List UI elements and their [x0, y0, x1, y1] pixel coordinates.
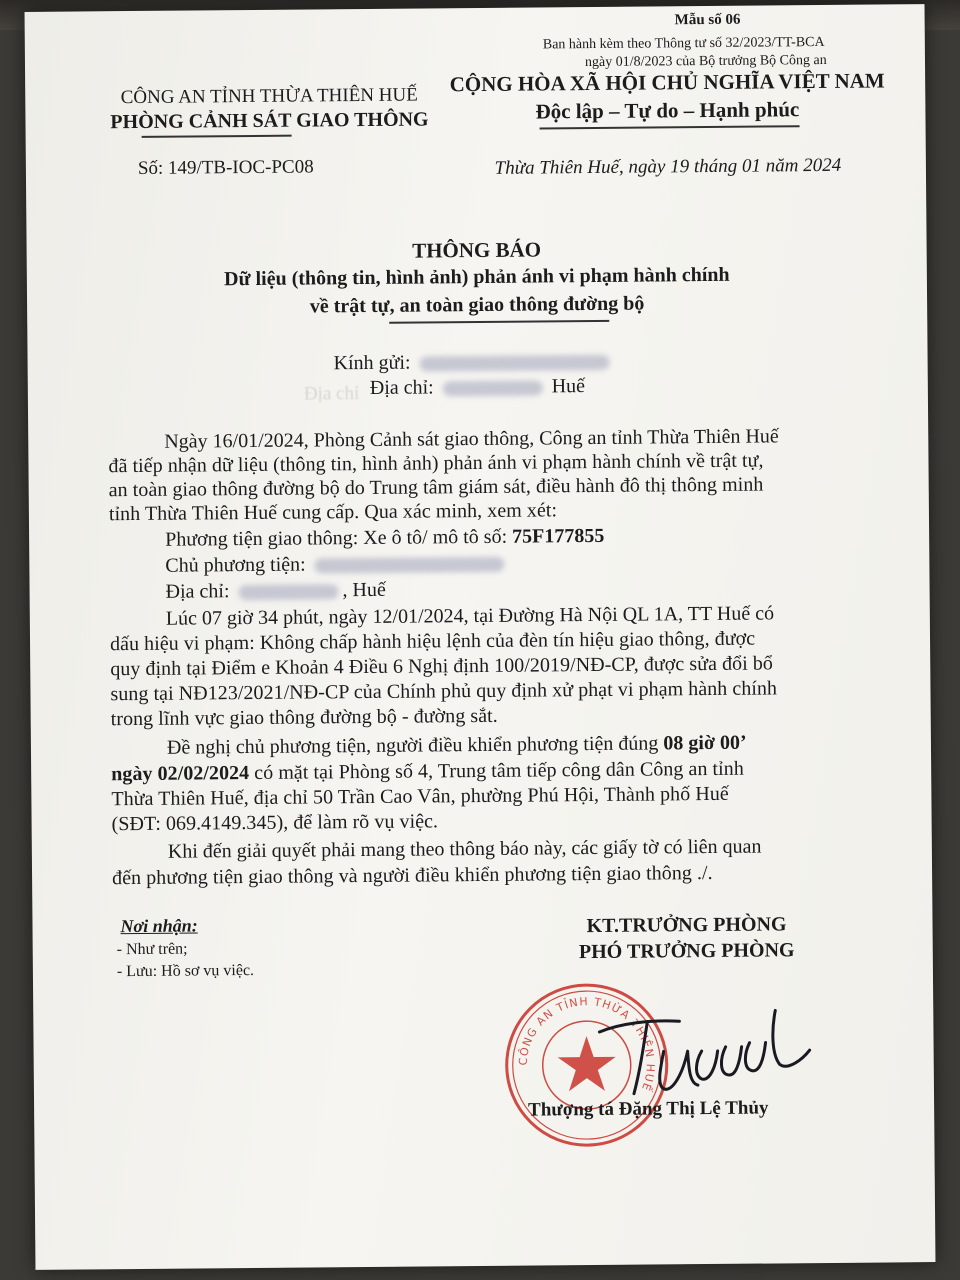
owner-address-label: Địa chỉ:	[165, 580, 230, 603]
agency-name: PHÒNG CẢNH SÁT GIAO THÔNG	[110, 108, 429, 134]
p2-line-3: quy định tại Điểm e Khoản 4 Điều 6 Nghị định 100/2019/NĐ-CP, được sửa đổi bổ	[110, 652, 774, 681]
place-date: Thừa Thiên Huế, ngày 19 tháng 01 năm 2024	[494, 154, 842, 179]
p4-line-2: đến phương tiện giao thông và người điều khiển phương tiện giao thông ./.	[111, 861, 713, 890]
owner-address-line	[165, 579, 385, 604]
p3-line-1	[167, 732, 747, 760]
p3-time: 08 giờ 00’	[663, 731, 747, 755]
p1-line-1: Ngày 16/01/2024, Phòng Cảnh sát giao thông, Công an tỉnh Thừa Thiên Huế	[164, 425, 779, 453]
sign-title-2: PHÓ TRƯỞNG PHÒNG	[578, 939, 795, 964]
agency-parent: CÔNG AN TỈNH THỪA THIÊN HUẾ	[120, 84, 418, 109]
p3-rest: có mặt tại Phòng số 4, Trung tâm tiếp công dân Công an tỉnh	[254, 757, 744, 784]
recipient-address-label: Địa chỉ:	[369, 376, 434, 399]
subtitle-underline	[389, 320, 609, 323]
p3-line-4: (SĐT: 069.4149.345), để làm rõ vụ việc.	[111, 810, 439, 836]
p3-line-2	[111, 758, 744, 787]
show-through-address: Địa chỉ	[303, 383, 360, 405]
p4-line-1: Khi đến giải quyết phải mang theo thông báo này, các giấy tờ có liên quan	[167, 835, 762, 863]
p1-line-4: tỉnh Thừa Thiên Huế cung cấp. Qua xác minh, xem xét:	[108, 499, 558, 526]
recipient-line	[334, 350, 614, 375]
recipient-address-line	[370, 375, 585, 400]
motto-underline	[540, 125, 800, 129]
notice-subtitle-1: Dữ liệu (thông tin, hình ảnh) phản ánh vi phạm hành chính	[223, 263, 730, 291]
document-page	[25, 4, 936, 1270]
form-number: Mẫu số 06	[674, 11, 741, 29]
notice-subtitle-2: về trật tự, an toàn giao thông đường bộ	[309, 292, 645, 318]
p1-line-2: đã tiếp nhận dữ liệu (thông tin, hình ảnh) phản ánh vi phạm hành chính về trật tự,	[108, 449, 764, 478]
recipient-item-2: - Lưu: Hồ sơ vụ việc.	[116, 961, 255, 981]
agency-underline	[142, 135, 292, 138]
nation-title: CỘNG HÒA XÃ HỘI CHỦ NGHĨA VIỆT NAM	[449, 68, 885, 97]
redacted-owner-address	[238, 584, 338, 600]
document-number: Số: 149/TB-IOC-PC08	[137, 156, 314, 179]
issued-line-1: Ban hành kèm theo Thông tư số 32/2023/TT-BCA	[542, 34, 825, 53]
owner-line	[165, 552, 509, 578]
owner-address-suffix: , Huế	[342, 578, 386, 602]
vehicle-label: Phương tiện giao thông: Xe ô tô/ mô tô số:	[165, 525, 508, 551]
stamp-text: CÔNG AN TỈNH THỪA THIÊN HUẾ	[516, 994, 657, 1094]
sign-title-1: KT.TRƯỞNG PHÒNG	[586, 913, 787, 938]
p3-start: Đề nghị chủ phương tiện, người điều khiển phương tiện đúng	[166, 732, 659, 759]
recipient-item-1: - Như trên;	[116, 940, 188, 959]
redacted-address	[443, 380, 543, 396]
notice-title: THÔNG BÁO	[412, 237, 542, 263]
signer-name: Thượng tá Đặng Thị Lệ Thủy	[528, 1097, 769, 1121]
nation-motto: Độc lập – Tự do – Hạnh phúc	[535, 97, 800, 124]
p2-line-2: dấu hiệu vi phạm: Không chấp hành hiệu lệnh của đèn tín hiệu giao thông, được	[109, 627, 756, 656]
vehicle-plate: 75F177855	[511, 524, 605, 548]
redacted-name	[420, 355, 610, 372]
p2-line-4: sung tại NĐ123/2021/NĐ-CP của Chính phủ quy định xử phạt vi phạm hành chính	[110, 677, 778, 706]
owner-label: Chủ phương tiện:	[165, 553, 306, 577]
recipient-label: Kính gửi:	[333, 351, 411, 375]
redacted-owner	[315, 557, 505, 574]
vehicle-line	[165, 525, 604, 552]
recipients-title: Nơi nhận:	[120, 915, 198, 937]
handwritten-signature	[589, 990, 820, 1102]
issued-line-2: ngày 01/8/2023 của Bộ trưởng Bộ Công an	[584, 52, 827, 71]
p2-line-1: Lúc 07 giờ 34 phút, ngày 12/01/2024, tại Đường Hà Nội QL 1A, TT Huế có	[165, 602, 775, 630]
p1-line-3: an toàn giao thông đường bộ do Trung tâm giám sát, điều hành đô thị thông minh	[108, 473, 764, 502]
p3-date: ngày 02/02/2024	[111, 762, 250, 786]
recipient-address-suffix: Huế	[551, 375, 586, 398]
p2-line-5: trong lĩnh vực giao thông đường bộ - đường sắt.	[110, 704, 498, 731]
p3-line-3: Thừa Thiên Huế, địa chỉ 50 Trần Cao Vân, phường Phú Hội, Thành phố Huế	[111, 782, 729, 811]
